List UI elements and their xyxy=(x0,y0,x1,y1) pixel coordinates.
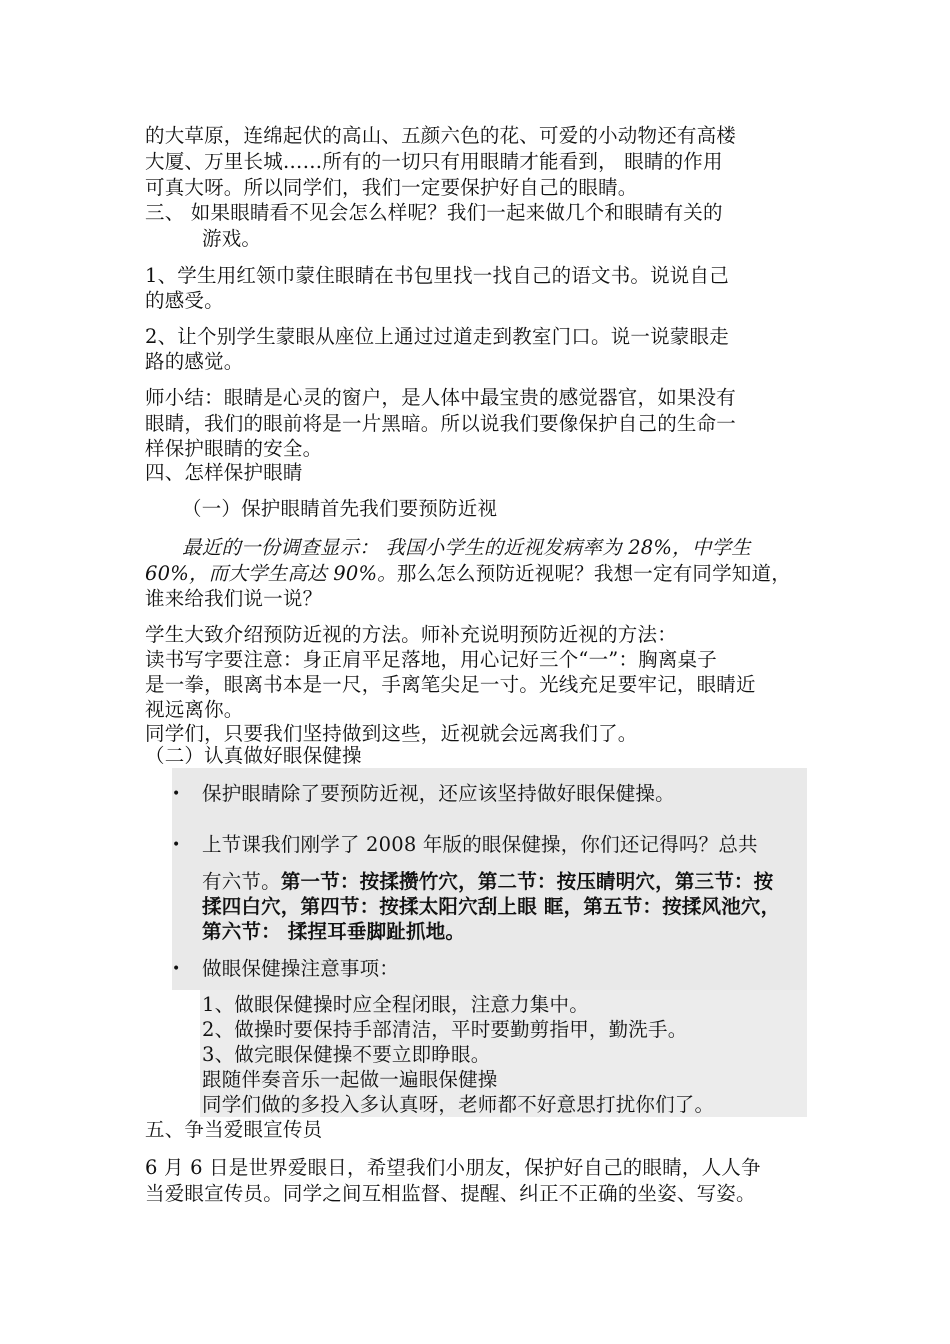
paragraph-line: 读书写字要注意：身正肩平足落地，用心记好三个“一”：胸离桌子 xyxy=(145,648,717,671)
paragraph-line: 路的感觉。 xyxy=(145,350,244,373)
note-line: 1、做眼保健操时应全程闭眼，注意力集中。 xyxy=(202,993,589,1016)
paragraph-line: 是一拳，眼离书本是一尺，手离笔尖足一寸。光线充足要牢记，眼睛近 xyxy=(145,673,756,696)
note-line: 3、做完眼保健操不要立即睁眼。 xyxy=(202,1043,491,1066)
paragraph-line: 师小结：眼睛是心灵的窗户，是人体中最宝贵的感觉器官，如果没有 xyxy=(145,386,737,409)
paragraph-line: 当爱眼宣传员。同学之间互相监督、提醒、纠正不正确的坐姿、写姿。 xyxy=(145,1182,756,1205)
note-line: 同学们做的多投入多认真呀，老师都不好意思打扰你们了。 xyxy=(202,1093,715,1116)
paragraph-line: 6 月 6 日是世界爱眼日，希望我们小朋友，保护好自己的眼睛，人人争 xyxy=(145,1156,761,1179)
paragraph-line: 大厦、万里长城……所有的一切只有用眼睛才能看到， 眼睛的作用 xyxy=(145,150,723,173)
survey-line xyxy=(145,561,791,587)
paragraph-line: 谁来给我们说一说？ xyxy=(145,587,323,610)
paragraph-line: 的感受。 xyxy=(145,289,224,312)
paragraph-line: 1、学生用红领巾蒙住眼睛在书包里找一找自己的语文书。说说自己 xyxy=(145,264,729,287)
exercise-names: 揉四白穴，第四节：按揉太阳穴刮上眼 眶，第五节：按揉风池穴， xyxy=(202,895,781,918)
section-heading: 五、争当爱眼宣传员 xyxy=(145,1118,323,1141)
section-heading: 三、 如果眼睛看不见会怎么样呢？我们一起来做几个和眼睛有关的 xyxy=(145,201,723,224)
exercise-names: 第六节： 揉捏耳垂脚趾抓地。 xyxy=(202,920,466,943)
list-item: 保护眼睛除了要预防近视，还应该坚持做好眼保健操。 xyxy=(202,782,675,805)
exercise-names: 第一节：按揉攒竹穴，第二节：按压睛明穴，第三节：按 xyxy=(280,870,774,893)
section-heading-cont: 游戏。 xyxy=(202,227,262,250)
bullet-icon: • xyxy=(172,786,181,802)
bullet-icon: • xyxy=(172,961,181,977)
section-heading: 四、怎样保护眼睛 xyxy=(145,461,303,484)
list-item-cont xyxy=(202,869,773,895)
paragraph-line: 样保护眼睛的安全。 xyxy=(145,437,323,460)
paragraph-line: 2、让个别学生蒙眼从座位上通过过道走到教室门口。说一说蒙眼走 xyxy=(145,325,729,348)
list-item-text: 有六节。 xyxy=(202,870,281,893)
paragraph-line: 视远离你。 xyxy=(145,698,244,721)
bullet-icon: • xyxy=(172,837,181,853)
paragraph-line: 可真大呀。所以同学们，我们一定要保护好自己的眼睛。 xyxy=(145,176,638,199)
subsection-heading: （一）保护眼睛首先我们要预防近视 xyxy=(182,497,498,520)
note-line: 2、做操时要保持手部清洁，平时要勤剪指甲，勤洗手。 xyxy=(202,1018,688,1041)
paragraph-line: 学生大致介绍预防近视的方法。师补充说明预防近视的方法： xyxy=(145,623,677,646)
list-item: 做眼保健操注意事项： xyxy=(202,957,400,980)
paragraph-line: 眼睛，我们的眼前将是一片黑暗。所以说我们要像保护自己的生命一 xyxy=(145,412,737,435)
survey-stat: 60%，而大学生高达 90%。 xyxy=(145,562,397,585)
list-item: 上节课我们刚学了 2008 年版的眼保健操，你们还记得吗？总共 xyxy=(202,833,758,856)
survey-question: 那么怎么预防近视呢？我想一定有同学知道， xyxy=(396,562,791,585)
paragraph-line: 的大草原，连绵起伏的高山、五颜六色的花、可爱的小动物还有高楼 xyxy=(145,124,737,147)
subsection-heading: （二）认真做好眼保健操 xyxy=(145,744,362,767)
note-line: 跟随伴奏音乐一起做一遍眼保健操 xyxy=(202,1068,498,1091)
survey-line: 最近的一份调查显示： 我国小学生的近视发病率为 28%，中学生 xyxy=(182,536,751,559)
paragraph-line: 同学们，只要我们坚持做到这些，近视就会远离我们了。 xyxy=(145,722,638,745)
